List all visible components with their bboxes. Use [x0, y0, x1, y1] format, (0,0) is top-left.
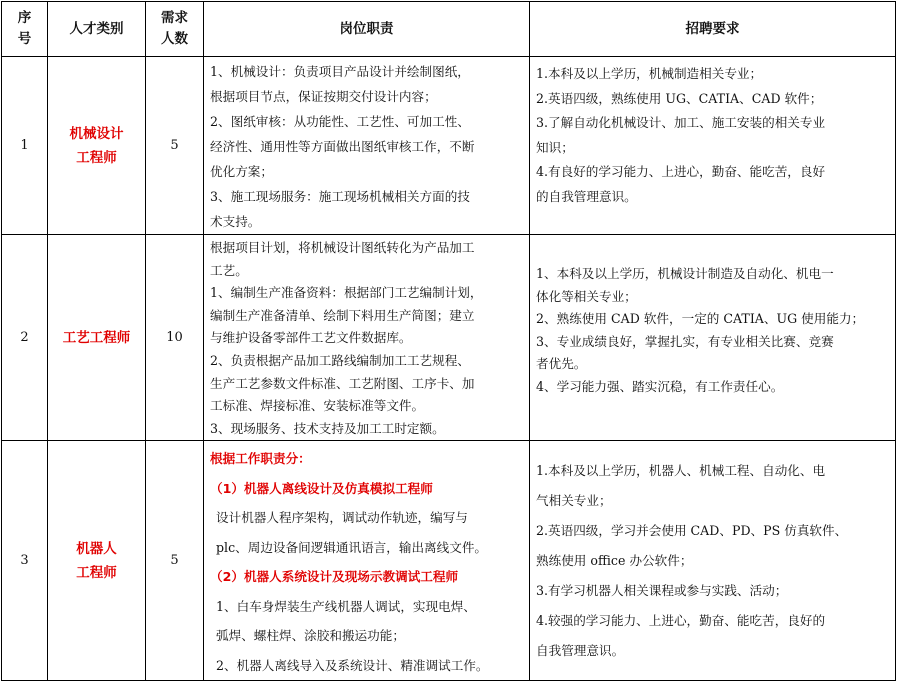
text-line: 术支持。 — [210, 214, 261, 229]
row-requirements — [530, 441, 896, 681]
table-row — [2, 441, 896, 681]
text-line: 1、本科及以上学历，机械设计制造及自动化、机电一 — [536, 266, 834, 281]
text-line: 气相关专业； — [536, 493, 612, 509]
text-line: 4.较强的学习能力、上进心，勤奋、能吃苦，良好的 — [536, 613, 826, 629]
duties-sub2-title: （2）机器人系统设计及现场示教调试工程师 — [210, 569, 459, 585]
recruitment-table — [1, 1, 896, 681]
text-line: 2、图纸审核：从功能性、工艺性、可加工性、 — [210, 114, 470, 129]
row-count: 5 — [146, 441, 204, 681]
row-seq: 1 — [2, 57, 48, 235]
text-line: 2、机器人离线导入及系统设计、精准调试工作。 — [216, 657, 489, 673]
header-category: 人才类别 — [48, 2, 146, 57]
text-line: 编制生产准备清单、绘制下料用生产简图；建立 — [210, 307, 475, 323]
text-line: 根据项目节点，保证按期交付设计内容； — [210, 89, 437, 104]
text-line: 1、白车身焊装生产线机器人调试，实现电焊、 — [216, 598, 476, 614]
duties-sub1-title: （1）机器人离线设计及仿真模拟工程师 — [210, 480, 433, 496]
header-requirements: 招聘要求 — [530, 2, 896, 57]
text-line: 弧焊、螺柱焊、涂胶和搬运功能； — [216, 628, 405, 644]
row-category: 工艺工程师 — [48, 235, 146, 441]
text-line: 2、负责根据产品加工路线编制加工工艺规程、 — [210, 352, 470, 368]
table-row — [2, 57, 896, 235]
text-line: 与维护设备零部件工艺文件数据库。 — [210, 330, 412, 346]
row-count: 10 — [146, 235, 204, 441]
text-line: 1、机械设计：负责项目产品设计并绘制图纸， — [210, 64, 470, 79]
text-line: 1.本科及以上学历，机器人、机械工程、自动化、电 — [536, 463, 826, 479]
row-duties — [204, 441, 530, 681]
text-line: 2、熟练使用 CAD 软件，一定的 CATIA、UG 使用能力； — [536, 311, 865, 326]
text-line: 经济性、通用性等方面做出图纸审核工作，不断 — [210, 139, 475, 154]
header-count: 需求人数 — [146, 2, 204, 57]
text-line: 3.了解自动化机械设计、加工、施工安装的相关专业 — [536, 115, 826, 130]
duties-intro: 根据工作职责分： — [210, 451, 311, 467]
row-category: 机器人工程师 — [48, 441, 146, 681]
text-line: 优化方案； — [210, 164, 273, 179]
text-line: 1、编制生产准备资料：根据部门工艺编制计划， — [210, 285, 483, 301]
text-line: 熟练使用 office 办公软件； — [536, 553, 693, 569]
text-line: 的自我管理意识。 — [536, 188, 637, 204]
text-line: 知识； — [536, 139, 574, 155]
text-line: 4.有良好的学习能力、上进心，勤奋、能吃苦，良好 — [536, 164, 826, 179]
row-duties — [204, 235, 530, 441]
text-line: 设计机器人程序架构，调试动作轨迹，编写与 — [216, 510, 468, 526]
row-seq: 2 — [2, 235, 48, 441]
text-line: 自我管理意识。 — [536, 643, 625, 659]
text-line: 2.英语四级，学习并会使用 CAD、PD、PS 仿真软件、 — [536, 523, 848, 539]
row-duties — [204, 57, 530, 235]
text-line: 3、施工现场服务：施工现场机械相关方面的技 — [210, 189, 470, 204]
text-line: plc、周边设备间逻辑通讯语言，输出离线文件。 — [216, 539, 488, 555]
text-line: 3.有学习机器人相关课程或参与实践、活动； — [536, 583, 788, 599]
row-requirements — [530, 235, 896, 441]
header-duties: 岗位职责 — [204, 2, 530, 57]
text-line: 3、现场服务、技术支持及加工工时定额。 — [210, 420, 445, 436]
row-requirements — [530, 57, 896, 235]
text-line: 体化等相关专业； — [536, 288, 637, 304]
text-line: 生产工艺参数文件标准、工艺附图、工序卡、加 — [210, 375, 475, 391]
text-line: 工艺。 — [210, 262, 248, 278]
text-line: 者优先。 — [536, 356, 587, 371]
text-line: 4、学习能力强、踏实沉稳，有工作责任心。 — [536, 378, 784, 394]
text-line: 3、专业成绩良好，掌握扎实，有专业相关比赛、竞赛 — [536, 333, 834, 349]
text-line: 1.本科及以上学历，机械制造相关专业； — [536, 66, 763, 81]
text-line: 工标准、焊接标准、安装标准等文件。 — [210, 398, 425, 414]
text-line: 2.英语四级，熟练使用 UG、CATIA、CAD 软件； — [536, 90, 823, 106]
row-count: 5 — [146, 57, 204, 235]
row-seq: 3 — [2, 441, 48, 681]
table-row — [2, 235, 896, 441]
header-seq: 序号 — [2, 2, 48, 57]
row-category: 机械设计工程师 — [48, 57, 146, 235]
text-line: 根据项目计划，将机械设计图纸转化为产品加工 — [210, 240, 475, 255]
header-row — [2, 2, 896, 57]
